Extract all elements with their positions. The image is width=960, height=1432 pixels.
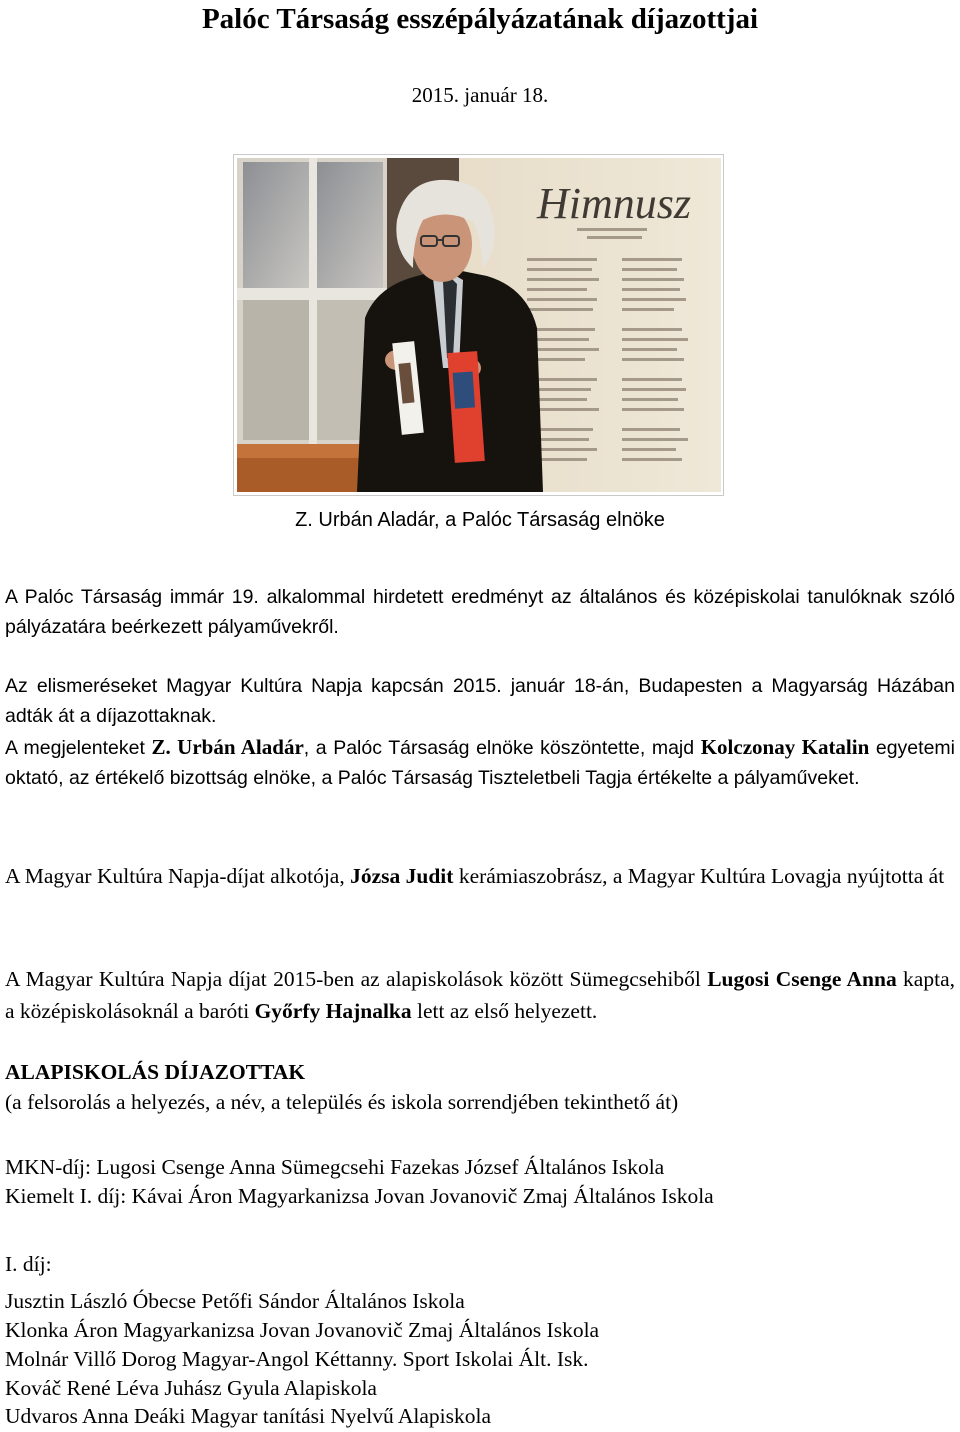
winners-paragraph: A Magyar Kultúra Napja díjat 2015-ben az alapiskolások között Sümegcsehiből Lugosi Csenge Anna kapta, a középiskolásoknál a baróti Győrfy Hajnalka lett az első helyezett.: [5, 967, 955, 1023]
list-item: Udvaros Anna Deáki Magyar tanítási Nyelvű Alapiskola: [5, 1404, 492, 1428]
section-note: (a felsorolás a helyezés, a név, a település és iskola sorrendjében tekinthető át): [5, 1090, 679, 1114]
intro-paragraph: A Palóc Társaság immár 19. alkalommal hirdetett eredményt az általános és középiskolai tanulóknak szóló pályázatára beérkezett pályaművekről.: [5, 586, 955, 638]
ceremony-paragraph: Az elismeréseket Magyar Kultúra Napja kapcsán 2015. január 18-án, Budapesten a Magyarság Házában adták át a díjazottaknak.: [5, 675, 955, 727]
award-line: Kiemelt I. díj: Kávai Áron Magyarkanizsa Jovan Jovanovič Zmaj Általános Iskola: [5, 1184, 714, 1208]
list-item: Kováč René Léva Juhász Gyula Alapiskola: [5, 1376, 377, 1400]
welcome-paragraph: A megjelenteket Z. Urbán Aladár, a Palóc Társaság elnöke köszöntette, majd Kolczonay Katalin egyetemi oktató, az értékelő bizottság elnöke, a Palóc Társaság Tiszteletbeli Tagja értékelte a pályaműveket.: [5, 735, 955, 789]
first-prize-label: I. díj:: [5, 1252, 52, 1276]
list-item: Klonka Áron Magyarkanizsa Jovan Jovanovič Zmaj Általános Iskola: [5, 1318, 600, 1342]
list-item: Jusztin László Óbecse Petőfi Sándor Általános Iskola: [5, 1289, 465, 1313]
person-name: Győrfy Hajnalka: [254, 999, 412, 1023]
article-date: 2015. január 18.: [411, 83, 549, 107]
person-name: Z. Urbán Aladár: [151, 735, 304, 759]
photo-caption: Z. Urbán Aladár, a Palóc Társaság elnöke: [295, 509, 665, 531]
svg-text:Himnusz: Himnusz: [537, 179, 692, 228]
person-name: Kolczonay Katalin: [700, 735, 870, 759]
page-title: Palóc Társaság esszépályázatának díjazottjai: [201, 3, 759, 35]
person-name: Lugosi Csenge Anna: [707, 967, 897, 991]
photo-frame: [233, 154, 724, 496]
section-heading: ALAPISKOLÁS DÍJAZOTTAK: [5, 1060, 306, 1084]
photo-speaker-with-books: [237, 158, 721, 492]
person-name: Józsa Judit: [350, 864, 454, 888]
award-presenter-paragraph: A Magyar Kultúra Napja-díjat alkotója, Józsa Judit kerámiaszobrász, a Magyar Kultúra Lovagja nyújtotta át: [5, 864, 945, 888]
award-line: MKN-díj: Lugosi Csenge Anna Sümegcsehi Fazekas József Általános Iskola: [5, 1155, 665, 1179]
list-item: Molnár Villő Dorog Magyar-Angol Kéttanny. Sport Iskolai Ált. Isk.: [5, 1347, 589, 1371]
